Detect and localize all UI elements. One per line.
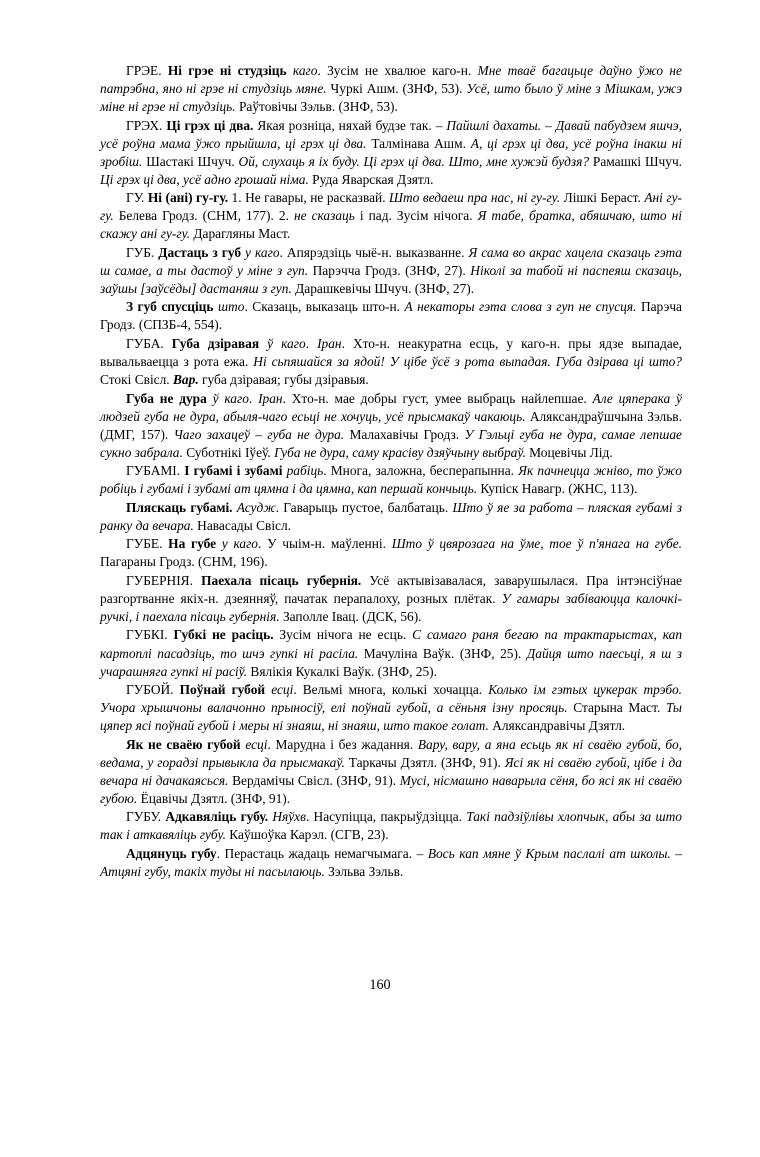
entry-text-segment: Стокі Свісл.	[100, 372, 173, 388]
entry-text-segment: Ні (ані) гу-гу.	[147, 190, 232, 206]
entry-text-segment: Навасады Свісл.	[197, 517, 292, 533]
dictionary-entry	[100, 390, 682, 462]
entry-text-segment: Вялікія Кукалкі Ваўк. (ЗНФ, 25).	[250, 663, 437, 679]
entry-text-segment: Ні сьпяшайся за ядой! У цібе ўсё з рота выпадая. Губа дзірава ці што?	[253, 354, 683, 369]
entry-text-segment: ГУБАМІ.	[126, 463, 185, 479]
entry-text-segment: Мне тваё багацьце даўно ўжо не патрэбна, яно ні грэе ні студзіць мяне.	[100, 63, 683, 97]
entry-text-segment: ГУБОЙ.	[126, 682, 180, 698]
entry-text-segment: Якая розніца, няхай будзе так. –	[257, 117, 447, 133]
entry-text-segment: Раўтовічы Зэльв. (ЗНФ, 53).	[238, 99, 398, 115]
entry-text-segment: Такі падзіўлівы хлопчык, абы за што так і аткавяліць губу.	[100, 809, 682, 843]
entry-text-segment: Аляксандраўшчына Зэльв. (ДМГ, 157).	[100, 408, 682, 442]
entry-text-segment: ў каго	[212, 390, 249, 406]
entry-text-segment: Парэча Гродз. (СПЗБ-4, 554).	[100, 299, 683, 333]
entry-text-segment: і пад. Зусім нічога.	[359, 208, 478, 224]
entry-text-segment: Мачуліна Ваўк. (ЗНФ, 25).	[363, 645, 527, 661]
dictionary-entry	[100, 845, 682, 881]
dictionary-entry	[100, 808, 682, 844]
entry-text-segment: Адкавяліць губу.	[165, 809, 273, 825]
entry-text-segment: Ты цяпер ясі поўнай губой і меры ні знаяш, ні знаяш, што такое голат.	[100, 700, 682, 734]
entry-text-segment: Таркачы Дзятл. (ЗНФ, 91).	[348, 754, 505, 770]
entry-text-segment: есці	[271, 682, 294, 698]
entry-text-segment: Як пачнецца жніво, то ўжо робіць і губамі і зубамі ат цямна і да цямна, кап першай кончыць.	[100, 463, 682, 497]
entry-text-segment: Ясі як ні сваёю губой, цібе і да вечара ні дачакаясься.	[100, 754, 682, 788]
dictionary-entry	[100, 189, 682, 243]
entry-text-segment: Чуркі Ашм. (ЗНФ, 53).	[330, 81, 467, 97]
entry-text-segment: Усё, што было ў міне з Мішкам, ужэ міне ні грэе ні студзіць.	[100, 81, 682, 115]
dictionary-entry	[100, 499, 682, 535]
entry-text-segment: што	[217, 299, 245, 315]
entry-text-segment: Ніколі за табой ні паспеяш сказаць, заўшы [заўсёды] дастаняш з гуп.	[100, 262, 683, 296]
page-number: 160	[369, 977, 391, 993]
entry-text-segment: Іран	[317, 335, 342, 351]
entry-text-segment: Пайшлі дахаты. – Давай пабудзем яшчэ, усё роўна мама ўжо прыйшла, ці грэх ці два.	[100, 117, 682, 151]
entry-text-segment: Я сама во акрас хацела сказаць гэта ш самае, а ты дастоў у міне з гуп.	[100, 244, 683, 278]
entry-text-segment: Лішкі Бераст.	[563, 190, 645, 206]
entry-text-segment: Дарагляны Маст.	[193, 226, 291, 242]
dictionary-entry	[100, 335, 682, 389]
dictionary-entry	[100, 736, 682, 808]
entry-text-segment: ГУБУ.	[126, 809, 166, 825]
entry-text-segment: Поўнай губой	[179, 682, 272, 698]
entry-text-segment: Вердамічы Свісл. (ЗНФ, 91).	[232, 772, 400, 788]
entry-text-segment: ГУБЕ.	[126, 536, 169, 552]
entry-text-segment: ГУ.	[126, 190, 148, 206]
dictionary-entry	[100, 244, 682, 298]
entry-text-segment: ГРЭЕ.	[126, 63, 168, 78]
entry-text-segment: ГРЭХ.	[126, 117, 167, 133]
entry-text-segment: Ані гу-гу.	[100, 190, 682, 224]
entry-text-segment: Зусім нічога не есць.	[279, 627, 413, 643]
entry-text-segment: . Апярэдзіць чыё-н. выказванне.	[279, 244, 469, 260]
entry-text-segment: Што ў яе за работа – пляская губамі з ранку да вечара.	[100, 499, 682, 533]
entry-text-segment: На губе	[168, 536, 222, 552]
entry-text-segment: ГУБЕРНІЯ.	[126, 572, 202, 588]
entry-text-segment: рабіць	[286, 463, 324, 479]
entry-text-segment: Пляскаць губамі.	[126, 499, 237, 515]
entry-text-segment: Я табе, братка, абяшчаю, што ні скажу ані гу-гу.	[100, 208, 682, 242]
entry-text-segment: Губа не дура	[126, 390, 213, 406]
entry-text-segment: . Вельмі многа, колькі хочацца.	[293, 682, 489, 698]
entry-text-segment: . Марудна і без жадання.	[267, 736, 418, 752]
entry-text-segment: . Перастаць жадаць немагчымага. –	[216, 845, 428, 861]
entry-text-segment: Парэчча Гродз. (ЗНФ, 27).	[312, 262, 471, 278]
entry-text-segment: Вару, вару, а яна есьць як ні сваёю губой, бо, ведама, у горадзі прывыкла да прысмакаў.	[100, 736, 682, 770]
entry-text-segment: ў каго	[267, 335, 306, 351]
entry-text-segment: 1. Не гавары, не расказвай.	[231, 190, 390, 206]
dictionary-entry	[100, 626, 682, 680]
entry-text-segment: Дайця што паесьці, я ш з учарашняга гупкі ні расіў.	[100, 645, 683, 679]
entry-text-segment: Пагараны Гродз. (СНМ, 196).	[100, 554, 268, 570]
entry-text-segment: Усё актывізавалася, заварушылася. Пра інтэнсіўнае разгортванне якіх-н. дзеянняў, пачатак перапалоху, розных плётак.	[100, 572, 682, 606]
entry-text-segment: . Гаварыць пустое, балбатаць.	[275, 499, 453, 515]
entry-text-segment: Няўхв	[272, 809, 306, 825]
entry-text-segment: А, ці грэх ці два, усё роўна інакш ні зробіш.	[100, 135, 683, 169]
entry-text-segment: Суботнікі Іўеў.	[186, 444, 275, 460]
entry-text-segment: . Сказаць, выказаць што-н.	[244, 299, 405, 315]
entry-text-segment: Асудж	[236, 499, 276, 515]
entry-text-segment: у каго	[245, 244, 280, 260]
entry-text-segment: Мусі, нісмашно наварыла сёня, бо ясі як ні сваёю губою.	[100, 772, 682, 806]
entry-text-segment: А некаторы гэта слова з гуп не спуcця.	[404, 299, 641, 315]
entry-text-segment: Вар.	[173, 372, 203, 388]
entry-text-segment: Як не сваёю губой	[126, 736, 246, 752]
entry-text-segment: Колько ім гэтых цукерак трэбо. Учора хрышчоны валачонно прыносіў, елі поўнай губой, а сёньня ізну просяць.	[100, 682, 682, 716]
entry-text-segment: І губамі і зубамі	[184, 463, 287, 479]
entry-text-segment: Вось кап мяне ў Крым паслалі ат школы. – Атцяні губу, такіх туды ні пасылаюць.	[100, 845, 682, 879]
entry-text-segment: ГУБА.	[126, 335, 172, 351]
entry-text-segment: Белева Гродз. (СНМ, 177). 2.	[118, 208, 294, 224]
entry-text-segment: губа дзіравая; губы дзіравыя.	[202, 372, 369, 388]
entry-text-segment: Моцевічы Лід.	[529, 444, 613, 460]
entry-text-segment: З губ спусціць	[126, 299, 218, 315]
entry-text-segment: Малахавічы Гродз.	[349, 426, 465, 442]
entry-text-segment: не сказаць	[293, 208, 360, 224]
dictionary-entry	[100, 117, 682, 189]
entry-text-segment: Іран	[258, 390, 283, 406]
entry-text-segment: у каго	[221, 536, 259, 552]
entry-text-segment: есці	[245, 736, 268, 752]
entry-text-segment: Каўшоўка Карэл. (СГВ, 23).	[229, 827, 389, 843]
entry-text-segment: . Зусім не хвалюе каго-н.	[317, 63, 478, 78]
dictionary-entry	[100, 298, 682, 334]
dictionary-entry	[100, 572, 682, 626]
entry-text-segment: Шастакі Шчуч.	[146, 153, 239, 169]
entry-text-segment: Губкі не расіць.	[173, 627, 280, 643]
entry-text-segment: Зэльва Зэльв.	[328, 863, 404, 879]
entry-text-segment: . Насупіцца, пакрыўдзіцца.	[305, 809, 467, 825]
dictionary-entry	[100, 681, 682, 735]
entry-text-segment: Руда Яварская Дзятл.	[312, 171, 434, 187]
entry-text-segment: У Гэльці губа не дура, самае лепшае сукно забрала.	[100, 426, 682, 460]
entry-text-segment: ГУБ.	[126, 244, 159, 260]
entry-text-segment: Ёцавічы Дзятл. (ЗНФ, 91).	[140, 790, 291, 806]
entry-text-segment: Ці грэх ці два.	[166, 117, 258, 133]
entry-text-segment: Дастаць з губ	[158, 244, 246, 260]
entry-text-segment: ГУБКІ.	[126, 627, 174, 643]
entry-text-segment: . Многа, заложна, бесперапынна.	[323, 463, 519, 479]
entry-text-segment: Але цяперака ў людзей губа не дура, абыля-чаго есьці не хочуць, усё прысмакаў чакаюць.	[100, 390, 682, 424]
entry-text-segment: Паехала пісаць губернія.	[201, 572, 370, 588]
entry-text-segment: Купіск Навагр. (ЖНС, 113).	[480, 481, 638, 497]
entry-text-segment: У гамары забіваюцца калочкі-ручкі, і паехала пісаць губернія.	[100, 590, 682, 624]
entry-text-segment: . Хто-н. неакуратна есць, у каго-н. пры ядзе выпадае, вывальваецца з рота ежа.	[100, 335, 682, 369]
entry-text-segment: Што ў цвярозага на ўме, тое ў п'янага на губе.	[391, 536, 683, 552]
dictionary-entry	[100, 462, 682, 498]
entry-text-segment: Старына Маст.	[573, 700, 666, 716]
entry-text-segment: С самаго раня бегаю па трактарыстах, кап картоплі пасадзіць, то шчэ гупкі ні расіла.	[100, 627, 683, 661]
entry-text-segment: Губа не дура, саму красіву дзяўчыну выбраў.	[274, 444, 530, 460]
entry-text-segment: Ні грэе ні студзіць	[167, 63, 293, 78]
entry-text-segment: Аляксандравічы Дзятл.	[492, 718, 626, 734]
entry-text-segment: . У чыім-н. маўленні.	[258, 536, 392, 552]
entry-text-segment: Ой, слухаць я іх буду. Ці грэх ці два. Што, мне хужэй будзя?	[238, 153, 593, 169]
entry-text-segment: Заполле Івац. (ДСК, 56).	[282, 608, 422, 624]
entry-text-segment: Губа дзіравая	[171, 335, 268, 351]
entry-text-segment: .	[248, 390, 259, 406]
entry-text-segment: Талмінава Ашм.	[371, 135, 471, 151]
entry-text-segment: Рамашкі Шчуч.	[592, 153, 683, 169]
entry-list	[100, 62, 682, 881]
entry-text-segment: каго	[292, 63, 318, 78]
entry-text-segment: .	[305, 335, 318, 351]
entry-text-segment: Адцянуць губу	[126, 845, 217, 861]
entry-text-segment: . Хто-н. мае добры густ, умее выбраць найлепшае.	[282, 390, 593, 406]
entry-text-segment: Што ведаеш пра нас, ні гу-гу.	[389, 190, 564, 206]
entry-text-segment: Чаго захацеў – губа не дура.	[173, 426, 350, 442]
entry-text-segment: Дарашкевічы Шчуч. (ЗНФ, 27).	[295, 280, 475, 296]
dictionary-entry	[100, 62, 682, 116]
entry-text-segment: Ці грэх ці два, усё адно грошай німа.	[100, 171, 313, 187]
dictionary-entry	[100, 535, 682, 571]
